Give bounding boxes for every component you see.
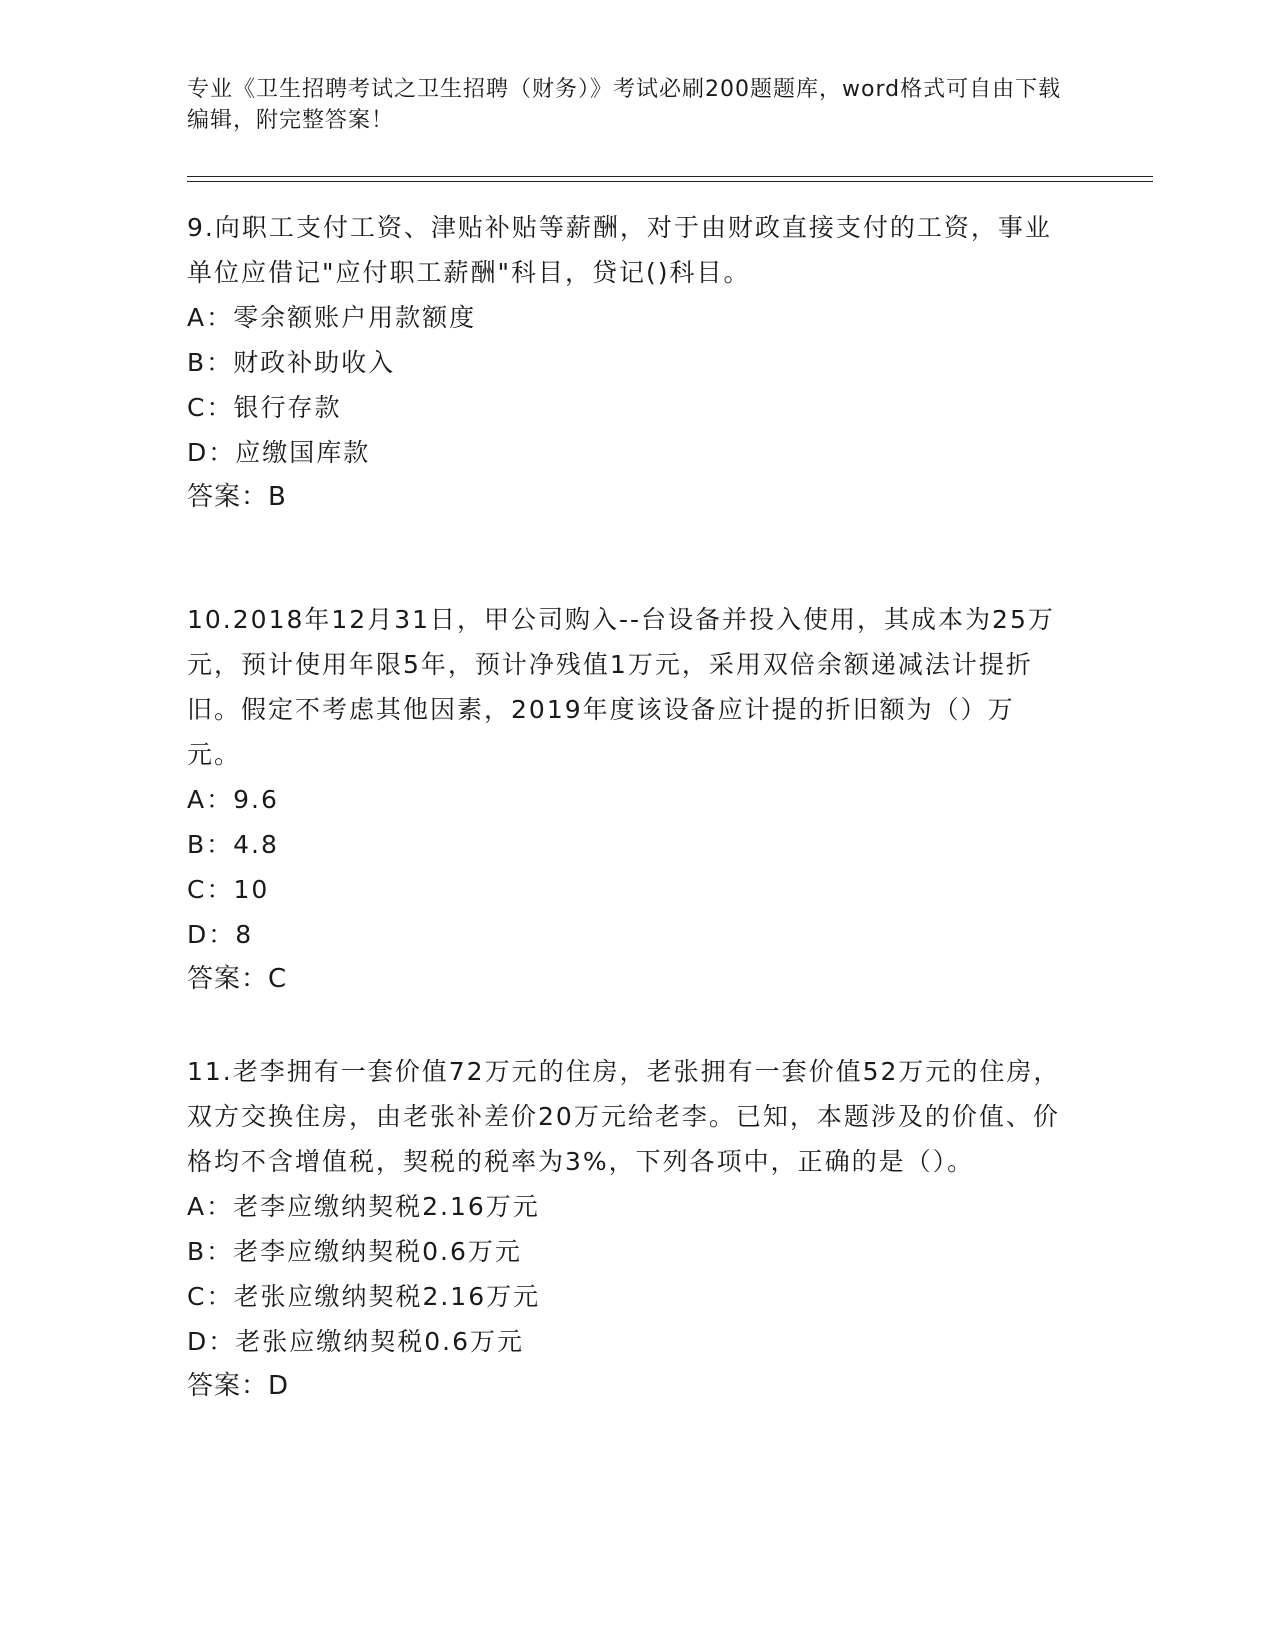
option-b: B：4.8 [187, 830, 279, 859]
answer: 答案：D [187, 1371, 290, 1401]
option-c: C：银行存款 [187, 393, 342, 422]
question-text: 10.2018年12月31日，甲公司购入--台设备并投入使用，其成本为25万元，预计使用年限5年，预计净残值1万元，采用双倍余额递减法计提折旧。假定不考虑其他因素，2019年度该设备应计提的折旧额为（）万元。 [187, 605, 1055, 769]
header-divider-bottom [187, 181, 1153, 182]
option-a: A：老李应缴纳契税2.16万元 [187, 1192, 540, 1221]
answer: 答案：B [187, 482, 287, 512]
option-b: B：老李应缴纳契税0.6万元 [187, 1237, 522, 1266]
option-a: A：零余额账户用款额度 [187, 303, 477, 332]
question-11 [187, 1049, 1067, 1409]
option-a: A：9.6 [187, 785, 279, 814]
answer: 答案：C [187, 964, 288, 994]
option-c: C：老张应缴纳契税2.16万元 [187, 1282, 541, 1311]
document-header: 专业《卫生招聘考试之卫生招聘（财务）》考试必刷200题题库，word格式可自由下载编辑，附完整答案！ [187, 77, 1062, 133]
header-divider-top [187, 176, 1153, 177]
question-text: 9.向职工支付工资、津贴补贴等薪酬，对于由财政直接支付的工资，事业单位应借记"应付职工薪酬"科目，贷记()科目。 [187, 213, 1052, 287]
question-9 [187, 205, 1067, 520]
option-c: C：10 [187, 875, 270, 904]
question-10 [187, 597, 1067, 1002]
option-b: B：财政补助收入 [187, 348, 396, 377]
option-d: D：应缴国库款 [187, 438, 371, 467]
question-text: 11.老李拥有一套价值72万元的住房，老张拥有一套价值52万元的住房，双方交换住房，由老张补差价20万元给老李。已知，本题涉及的价值、价格均不含增值税，契税的税率为3%，下列各项中，正确的是（）。 [187, 1057, 1061, 1176]
option-d: D：老张应缴纳契税0.6万元 [187, 1327, 525, 1356]
option-d: D：8 [187, 920, 254, 949]
